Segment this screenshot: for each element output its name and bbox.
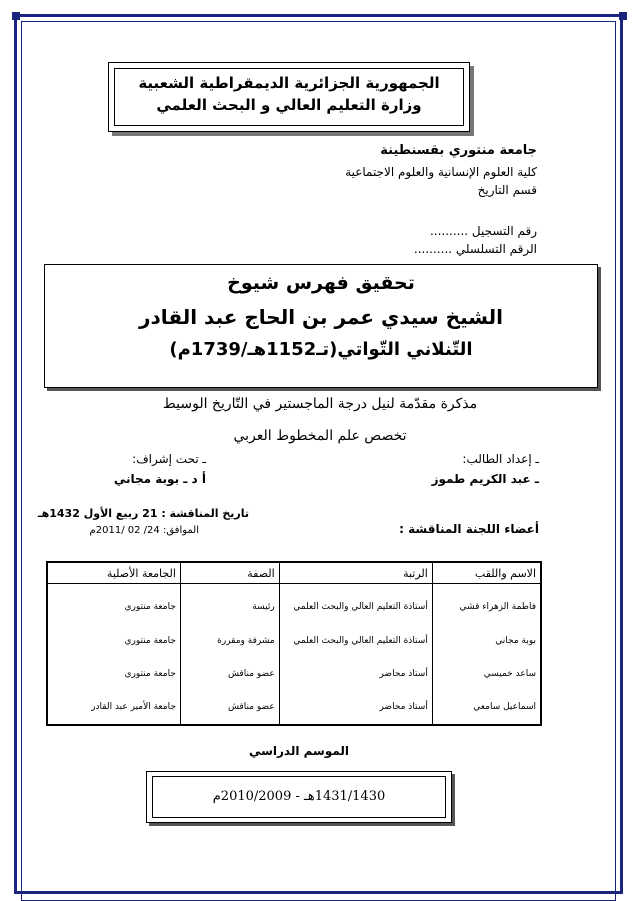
university-name: جامعة منتوري بقسنطينة <box>380 143 537 158</box>
column-header: الاسم واللقب <box>432 562 541 584</box>
member-university: جامعة منتوري <box>124 635 176 646</box>
member-name: فاطمة الزهراء قشي <box>432 584 541 625</box>
member-university: جامعة منتوري <box>124 602 176 612</box>
member-role: عضو مناقش <box>180 691 279 725</box>
column-header: الرتبة <box>279 562 432 584</box>
thesis-title-line1: تحقيق فهرس شيوخ <box>227 272 415 294</box>
member-university: جامعة منتوري <box>124 668 176 679</box>
member-rank: أستاذ محاضر <box>279 657 432 690</box>
corner-ornament <box>619 12 627 20</box>
member-role: رئيسة <box>180 584 279 625</box>
supervisor-name: أ د ـ بوبة مجاني <box>113 472 206 486</box>
member-university: جامعة الأمير عبد القادر <box>91 702 176 713</box>
thesis-specialty: تخصص علم المخطوط العربي <box>233 428 407 444</box>
member-name: اسماعيل سامعي <box>432 691 541 725</box>
faculty-name: كلية العلوم الإنسانية والعلوم الاجتماعية <box>345 165 537 179</box>
thesis-title-line2: الشيخ سيدي عمر بن الحاج عبد القادر <box>139 305 503 329</box>
committee-label: أعضاء اللجنة المناقشة : <box>399 522 539 536</box>
defense-date-hijri: تاريخ المناقشة : 21 ربيع الأول 1432هـ <box>37 507 249 520</box>
student-name: ـ عبد الكريم طموز <box>431 472 539 486</box>
committee-table <box>46 561 542 726</box>
serial-number: الرقم التسلسلي .......... <box>413 242 537 256</box>
member-rank: أستاذ محاضر <box>279 691 432 725</box>
corner-ornament <box>12 12 20 20</box>
member-rank: أستاذة التعليم العالي والبحث العلمي <box>279 584 432 625</box>
table-row <box>47 657 541 690</box>
supervisor-label: ـ تحت إشراف: <box>132 452 206 466</box>
season-label: الموسم الدراسي <box>248 744 350 758</box>
thesis-title-line3: التّنلاني التّواتي(تـ1152هـ/1739م) <box>169 339 473 360</box>
column-header: الصفة <box>180 562 279 584</box>
table-row <box>47 691 541 725</box>
defense-date-gregorian: الموافق: 24/ 02 /2011م <box>89 525 199 536</box>
thesis-purpose: مذكرة مقدّمة لنيل درجة الماجستير في التّاريخ الوسيط <box>162 396 478 412</box>
department-name: قسم التاريخ <box>477 183 537 197</box>
republic-name: الجمهورية الجزائرية الديمقراطية الشعبية <box>138 74 440 92</box>
member-name: بوبة مجاني <box>432 624 541 657</box>
member-role: عضو مناقش <box>180 657 279 690</box>
table-row <box>47 624 541 657</box>
table-header-row <box>47 562 541 584</box>
column-header: الجامعة الأصلية <box>47 562 180 584</box>
table-row <box>47 584 541 625</box>
student-label: ـ إعداد الطالب: <box>462 452 539 466</box>
member-rank: أستاذة التعليم العالي والبحث العلمي <box>279 624 432 657</box>
registration-number: رقم التسجيل .......... <box>429 224 537 238</box>
academic-season: 1431/1430هـ - 2010/2009م <box>212 789 386 804</box>
member-name: ساعد خميسي <box>432 657 541 690</box>
member-role: مشرفة ومقررة <box>180 624 279 657</box>
ministry-name: وزارة التعليم العالي و البحث العلمي <box>156 96 422 114</box>
